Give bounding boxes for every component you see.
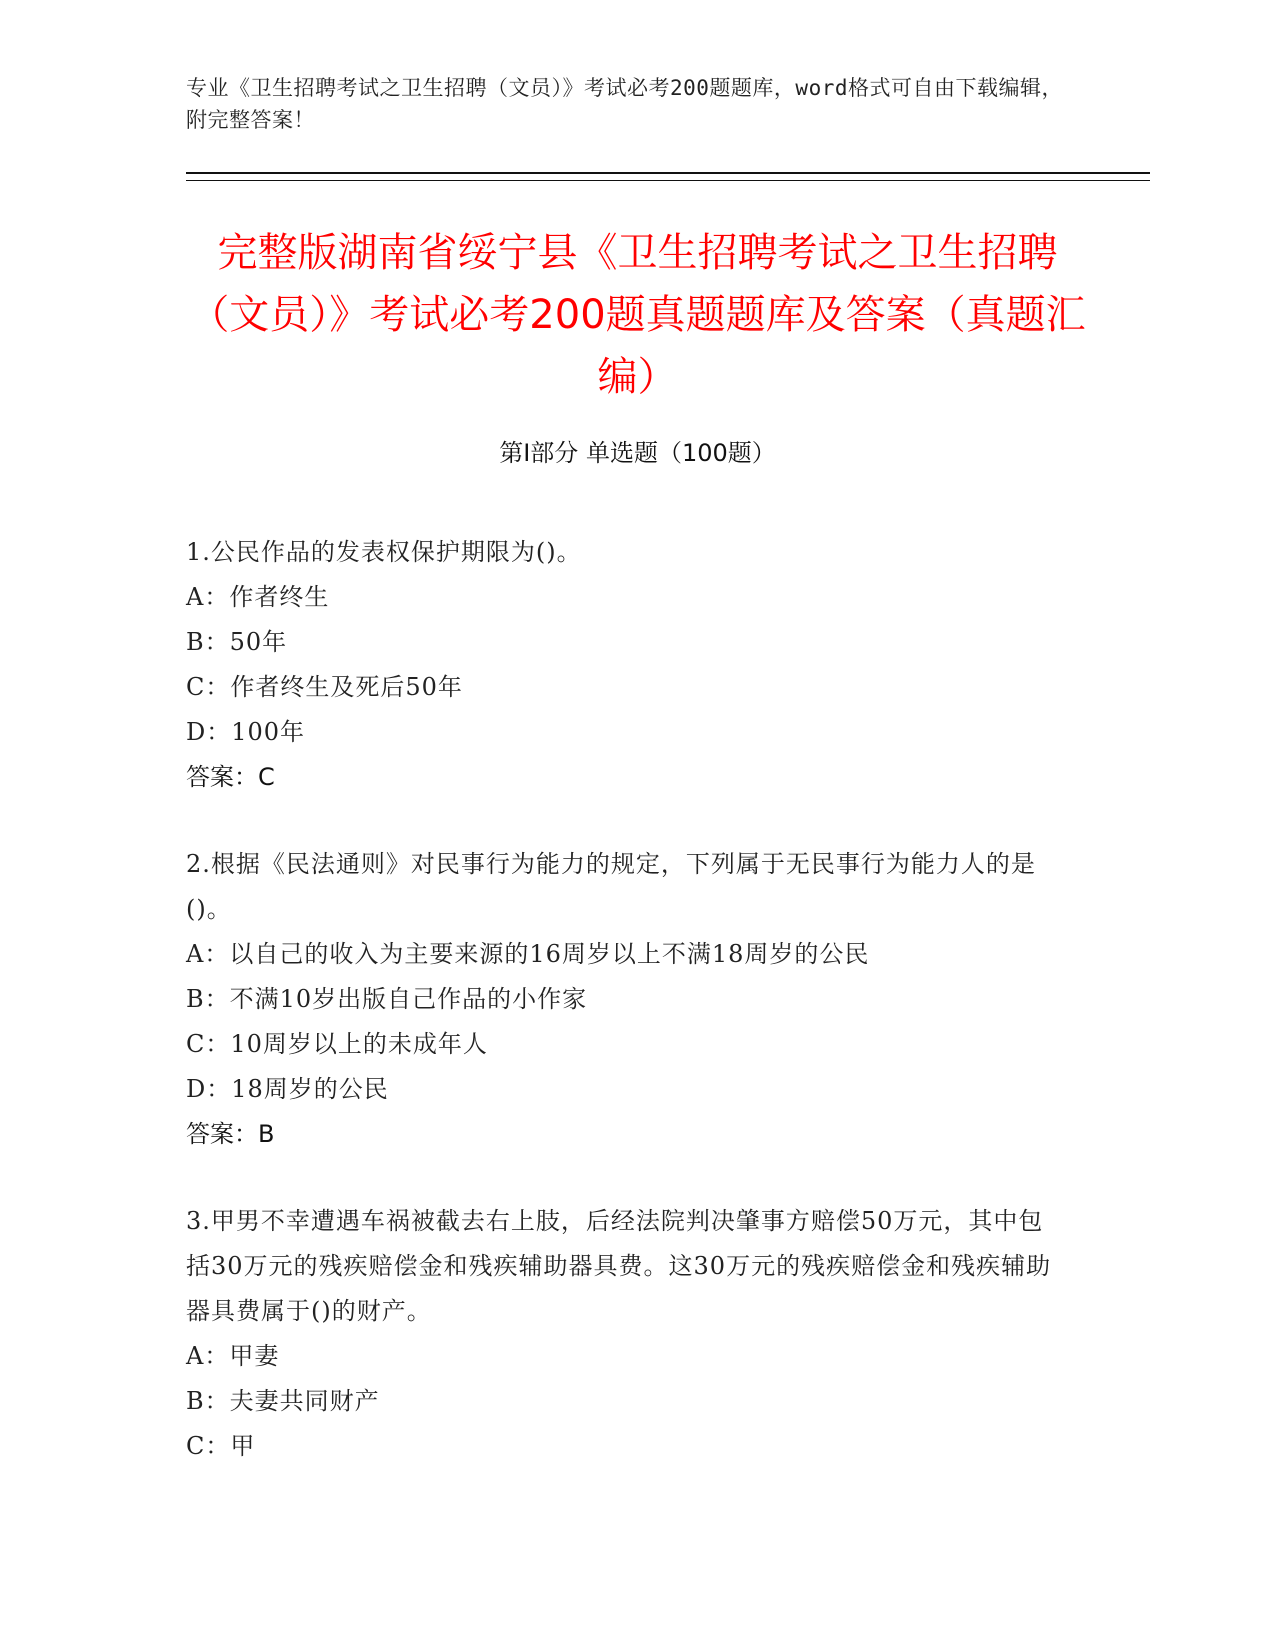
question-2 — [186, 842, 1066, 1157]
answer-line: 答案：B — [186, 1120, 275, 1148]
option-d: D：18周岁的公民 — [186, 1075, 389, 1103]
header-divider-thin — [186, 180, 1150, 181]
option-d: D：100年 — [186, 718, 306, 746]
option-a: A：以自己的收入为主要来源的16周岁以上不满18周岁的公民 — [186, 940, 870, 968]
header-note: 专业《卫生招聘考试之卫生招聘（文员）》考试必考200题题库，word格式可自由下载编辑，附完整答案！ — [186, 76, 1063, 132]
option-b: B：50年 — [186, 628, 288, 656]
question-list — [186, 530, 1066, 1511]
question-stem: 2.根据《民法通则》对民事行为能力的规定，下列属于无民事行为能力人的是()。 — [186, 850, 1036, 923]
option-b: B：夫妻共同财产 — [186, 1387, 380, 1415]
document-title: 完整版湖南省绥宁县《卫生招聘考试之卫生招聘（文员）》考试必考200题真题题库及答案（真题汇编） — [189, 230, 1086, 400]
question-1 — [186, 530, 1066, 800]
option-c: C：作者终生及死后50年 — [186, 673, 463, 701]
option-b: B：不满10岁出版自己作品的小作家 — [186, 985, 588, 1013]
option-a: A：作者终生 — [186, 583, 330, 611]
question-stem: 1.公民作品的发表权保护期限为()。 — [186, 538, 582, 566]
option-c: C：甲 — [186, 1432, 256, 1460]
header-divider-thick — [186, 172, 1150, 174]
question-stem: 3.甲男不幸遭遇车祸被截去右上肢，后经法院判决肇事方赔偿50万元，其中包括30万元的残疾赔偿金和残疾辅助器具费。这30万元的残疾赔偿金和残疾辅助器具费属于()的财产。 — [186, 1207, 1052, 1325]
section-heading: 第I部分 单选题（100题） — [499, 439, 776, 467]
option-a: A：甲妻 — [186, 1342, 280, 1370]
question-3 — [186, 1199, 1066, 1469]
answer-line: 答案：C — [186, 763, 275, 791]
option-c: C：10周岁以上的未成年人 — [186, 1030, 488, 1058]
